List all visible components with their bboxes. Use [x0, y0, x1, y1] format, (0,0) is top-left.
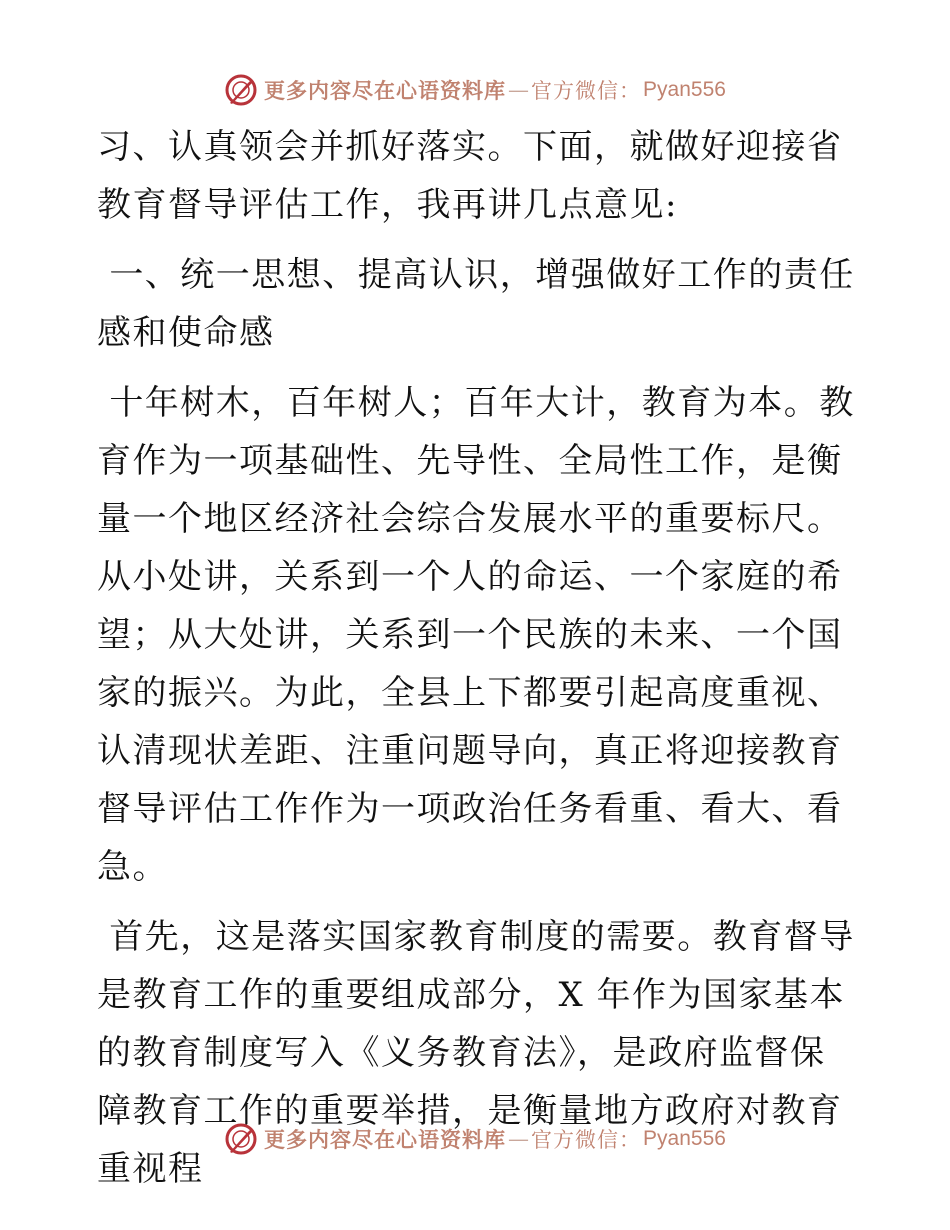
banner-dash: —: [508, 78, 530, 102]
banner-wechat-label: 官方微信：: [531, 1128, 642, 1152]
paragraph-first-point: 首先，这是落实国家教育制度的需要。教育督导是教育工作的重要组成部分，X 年作为国家基本的教育制度写入《义务教育法》，是政府监督保障教育工作的重要举措，是衡量地方政府对教育重视程: [97, 917, 855, 1189]
footer-banner: [0, 1119, 950, 1159]
section-heading-1: 一、统一思想、提高认识，增强做好工作的责任感和使命感: [97, 255, 855, 353]
banner-site-text: 更多内容尽在心语资料库: [264, 78, 507, 103]
banner-site-text: 更多内容尽在心语资料库: [264, 1127, 507, 1152]
banner-dash: —: [508, 1127, 530, 1151]
document-body: [97, 118, 857, 1198]
banner-wechat-id: Pyan556: [643, 1127, 726, 1150]
paragraph-education: 十年树木，百年树人；百年大计，教育为本。教育作为一项基础性、先导性、全局性工作，是衡量一个地区经济社会综合发展水平的重要标尺。从小处讲，关系到一个人的命运、一个家庭的希望；从大处讲，关系到一个民族的未来、一个国家的振兴。为此，全县上下都要引起高度重视、认清现状差距、注重问题导向，真正将迎接教育督导评估工作作为一项政治任务看重、看大、看急。: [97, 383, 855, 887]
header-banner: [0, 70, 950, 110]
paragraph-intro: 习、认真领会并抓好落实。下面，就做好迎接省教育督导评估工作，我再讲几点意见:: [97, 127, 843, 225]
quill-seal-icon: [224, 73, 258, 107]
banner-wechat-id: Pyan556: [643, 78, 726, 101]
quill-seal-icon: [224, 1122, 258, 1156]
banner-wechat-label: 官方微信：: [531, 79, 642, 103]
